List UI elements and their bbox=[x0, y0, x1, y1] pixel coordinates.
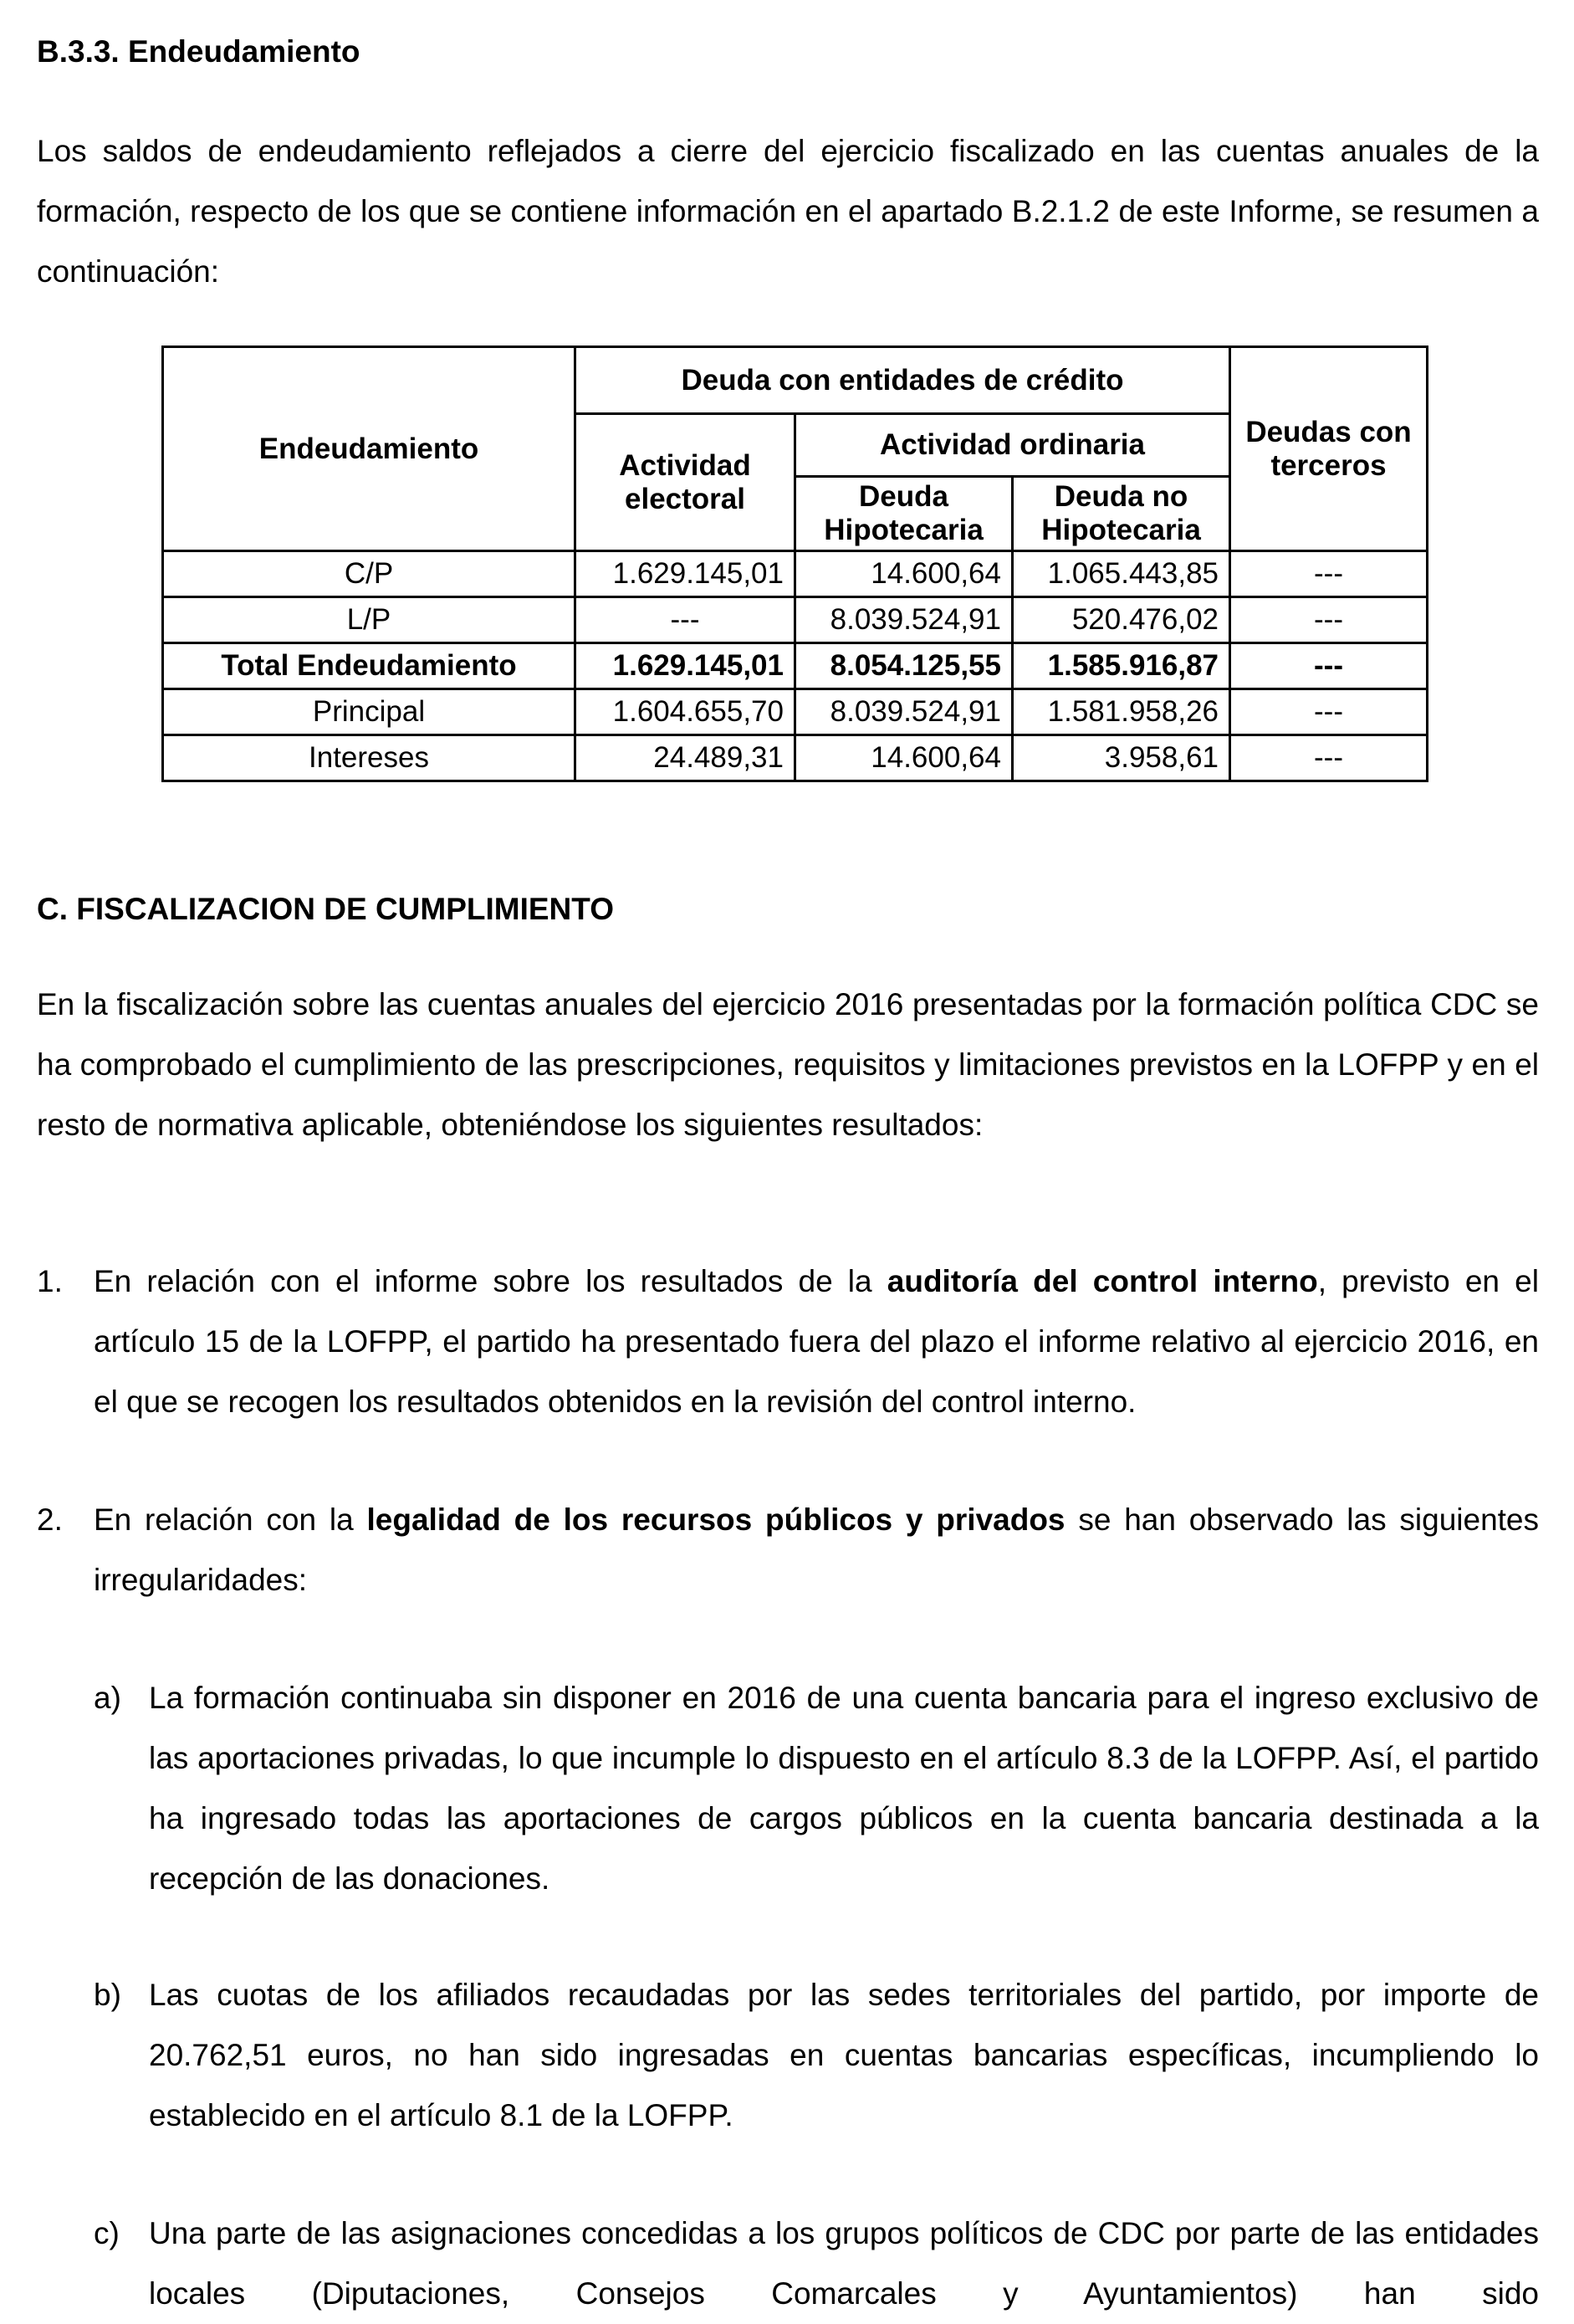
cell-hipotecaria: 8.039.524,91 bbox=[795, 597, 1013, 643]
sub-item-body: La formación continuaba sin disponer en 2016 de una cuenta bancaria para el ingreso exclusivo de las aportaciones privadas, lo que incumple lo dispuesto en el artículo 8.3 de la LOFPP. Así, el partido ha ingresado todas las aportaciones de cargos públicos en la cuenta bancaria destinada a la recepción de las donaciones. bbox=[149, 1681, 1539, 1896]
header-deuda-hipotecaria: Deuda Hipotecaria bbox=[795, 477, 1013, 551]
bold-term: legalidad de los recursos públicos y privados bbox=[366, 1502, 1066, 1537]
list-item-body: En relación con el informe sobre los resultados de la auditoría del control interno, previsto en el artículo 15 de la LOFPP, el partido ha presentado fuera del plazo el informe relativo al ejercicio 2016, en el que se recogen los resultados obtenidos en la revisión del control interno. bbox=[94, 1264, 1539, 1419]
sub-item-a bbox=[94, 1668, 1539, 1909]
table-row bbox=[163, 597, 1428, 643]
cell-no-hipotecaria: 1.065.443,85 bbox=[1013, 551, 1230, 597]
cell-electoral: 1.629.145,01 bbox=[575, 643, 795, 689]
cell-terceros: --- bbox=[1230, 597, 1428, 643]
list-item-number: 2. bbox=[37, 1502, 63, 1537]
header-deuda-credito: Deuda con entidades de crédito bbox=[575, 347, 1230, 414]
cell-electoral: 24.489,31 bbox=[575, 735, 795, 781]
list-item-2 bbox=[37, 1490, 1539, 1610]
sub-item-c bbox=[94, 2204, 1539, 2324]
cell-terceros: --- bbox=[1230, 643, 1428, 689]
sub-item-letter: a) bbox=[94, 1681, 121, 1715]
table-row bbox=[163, 551, 1428, 597]
cell-hipotecaria: 8.039.524,91 bbox=[795, 689, 1013, 735]
header-deudas-terceros: Deudas con terceros bbox=[1230, 347, 1428, 551]
cell-no-hipotecaria: 1.585.916,87 bbox=[1013, 643, 1230, 689]
cell-no-hipotecaria: 520.476,02 bbox=[1013, 597, 1230, 643]
intro-paragraph-endeudamiento: Los saldos de endeudamiento reflejados a cierre del ejercicio fiscalizado en las cuentas anuales de la formación, respecto de los que se contiene información en el apartado B.2.1.2 de este Informe, se resumen a continuación: bbox=[37, 134, 1539, 289]
cell-hipotecaria: 14.600,64 bbox=[795, 551, 1013, 597]
cell-no-hipotecaria: 1.581.958,26 bbox=[1013, 689, 1230, 735]
list-item-body: En relación con la legalidad de los recursos públicos y privados se han observado las siguientes irregularidades: bbox=[94, 1502, 1540, 1597]
section-heading-fiscalizacion: C. FISCALIZACION DE CUMPLIMIENTO bbox=[37, 892, 614, 926]
row-label: Total Endeudamiento bbox=[163, 643, 575, 689]
cell-hipotecaria: 14.600,64 bbox=[795, 735, 1013, 781]
cell-hipotecaria: 8.054.125,55 bbox=[795, 643, 1013, 689]
header-actividad-electoral: Actividad electoral bbox=[575, 414, 795, 551]
row-label: L/P bbox=[163, 597, 575, 643]
header-deuda-no-hipotecaria: Deuda no Hipotecaria bbox=[1013, 477, 1230, 551]
list-item-number: 1. bbox=[37, 1264, 63, 1298]
row-label: Intereses bbox=[163, 735, 575, 781]
cell-electoral: 1.629.145,01 bbox=[575, 551, 795, 597]
bold-term: auditoría del control interno bbox=[887, 1264, 1318, 1298]
row-label: Principal bbox=[163, 689, 575, 735]
header-endeudamiento: Endeudamiento bbox=[163, 347, 575, 551]
intro-paragraph-fiscalizacion: En la fiscalización sobre las cuentas anuales del ejercicio 2016 presentadas por la formación política CDC se ha comprobado el cumplimiento de las prescripciones, requisitos y limitaciones previstos en la LOFPP y en el resto de normativa aplicable, obteniéndose los siguientes resultados: bbox=[37, 987, 1539, 1142]
row-label: C/P bbox=[163, 551, 575, 597]
debt-table bbox=[161, 346, 1428, 782]
sub-item-b bbox=[94, 1965, 1539, 2146]
table-row-total bbox=[163, 643, 1428, 689]
section-heading-endeudamiento: B.3.3. Endeudamiento bbox=[37, 34, 360, 69]
sub-item-body: Las cuotas de los afiliados recaudadas por las sedes territoriales del partido, por importe de 20.762,51 euros, no han sido ingresadas en cuentas bancarias específicas, incumpliendo lo establecido en el artículo 8.1 de la LOFPP. bbox=[149, 1978, 1539, 2132]
table-row bbox=[163, 735, 1428, 781]
list-item-1 bbox=[37, 1252, 1539, 1432]
cell-electoral: 1.604.655,70 bbox=[575, 689, 795, 735]
cell-no-hipotecaria: 3.958,61 bbox=[1013, 735, 1230, 781]
cell-electoral: --- bbox=[575, 597, 795, 643]
sub-item-letter: b) bbox=[94, 1978, 121, 2012]
cell-terceros: --- bbox=[1230, 735, 1428, 781]
table-row bbox=[163, 689, 1428, 735]
sub-item-body: Una parte de las asignaciones concedidas a los grupos políticos de CDC por parte de las entidades locales (Diputaciones, Consejos Comarcales y Ayuntamientos) han sido bbox=[149, 2216, 1539, 2311]
sub-item-letter: c) bbox=[94, 2216, 120, 2250]
header-actividad-ordinaria: Actividad ordinaria bbox=[795, 414, 1230, 477]
cell-terceros: --- bbox=[1230, 551, 1428, 597]
cell-terceros: --- bbox=[1230, 689, 1428, 735]
